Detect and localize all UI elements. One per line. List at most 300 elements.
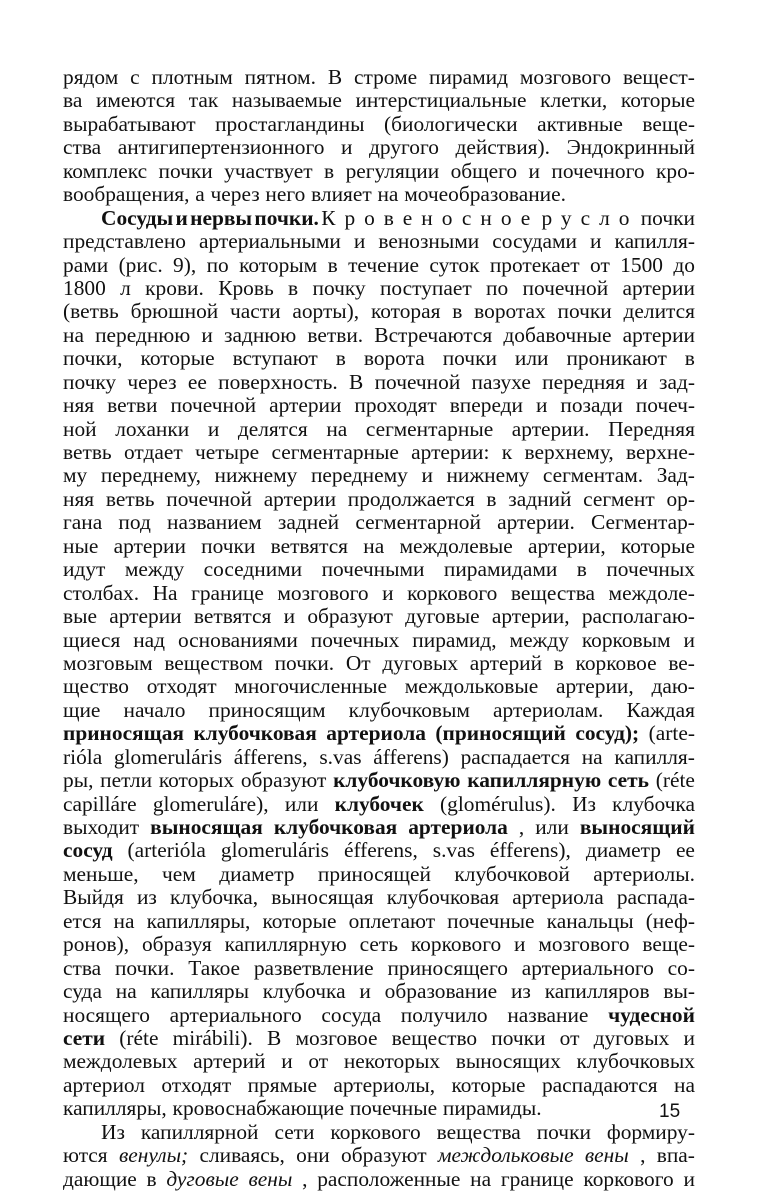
word: mirábili). [172, 1025, 253, 1050]
word: клубочка, [169, 885, 259, 910]
word: некоторых [343, 1049, 441, 1074]
word: , [640, 1143, 646, 1168]
word: на [581, 744, 603, 769]
word: поступает [379, 275, 472, 300]
word: ветвь [105, 486, 155, 511]
word: артерии, [556, 674, 634, 699]
word: располагаю- [581, 604, 695, 629]
word: ной [63, 416, 97, 441]
word: дуговых [382, 650, 459, 675]
word: няя [63, 486, 95, 511]
text-line [63, 582, 695, 605]
word: ры, [63, 768, 94, 793]
word: выносящая [271, 885, 374, 910]
word: в [335, 346, 346, 371]
word: сливаясь, [199, 1143, 285, 1168]
word: 9), [173, 252, 197, 277]
word: glomeruláris [113, 744, 223, 769]
word: из [510, 979, 531, 1004]
word: почечного [551, 158, 645, 183]
word: образуют [341, 1143, 427, 1168]
word: веще- [642, 111, 695, 136]
word: ные [63, 533, 99, 558]
word: áfferens, [233, 744, 308, 769]
text-line [63, 66, 695, 89]
word: s.vas [432, 838, 475, 863]
word: клубочка [262, 979, 346, 1004]
word: над [133, 627, 166, 652]
word: суток [429, 252, 480, 277]
word: вообращения, [63, 182, 190, 207]
word: капилляров [544, 979, 650, 1004]
word: ется [63, 908, 102, 933]
word: щество [63, 674, 129, 699]
text-line [63, 839, 695, 862]
word: вступают [232, 346, 318, 371]
word: меньше, [63, 861, 139, 886]
word: Кровь [218, 275, 274, 300]
word: ее [675, 838, 695, 863]
word: почечные [349, 1096, 438, 1121]
word: с [130, 65, 140, 89]
word: выносящих [455, 1049, 561, 1074]
text-line [63, 722, 695, 745]
text-line [63, 394, 695, 417]
word: и [353, 229, 366, 254]
word: клетки, [540, 88, 608, 113]
word: артериолам. [493, 697, 604, 722]
word: и [359, 979, 371, 1004]
word: и [636, 369, 648, 394]
word: впа- [656, 1143, 695, 1168]
word: почки [491, 1025, 546, 1050]
word: границе [191, 580, 264, 605]
word: общего [450, 158, 518, 183]
word: вые [63, 604, 97, 629]
word: мозгового [277, 580, 369, 605]
word: лоханки [115, 416, 190, 441]
word: сосудами [492, 229, 577, 254]
word: и [514, 932, 526, 957]
word: на [113, 908, 135, 933]
word: которые [262, 908, 337, 933]
word: почеч- [635, 393, 695, 418]
word: или [535, 815, 569, 839]
word: почки. [114, 955, 175, 980]
word: на [326, 416, 348, 441]
word: пазухе [471, 369, 531, 394]
text-line [63, 699, 695, 722]
word: мозгового [538, 932, 630, 957]
text-line [63, 347, 695, 370]
word: границе [500, 1166, 574, 1191]
word: четыре [195, 440, 260, 464]
word: капилляры, [63, 1096, 167, 1121]
word: почки, [63, 346, 123, 371]
word: петли [100, 768, 153, 793]
text-line [63, 136, 695, 159]
word: артерии. [511, 416, 590, 441]
word: вы- [663, 979, 695, 1004]
word: делится [623, 299, 695, 324]
text-line [63, 535, 695, 558]
bold-term: артериола [408, 815, 508, 839]
text-line [63, 629, 695, 652]
word: суда [63, 979, 102, 1004]
word: рами [63, 252, 109, 277]
word: Такое [188, 955, 241, 980]
word: ва [63, 88, 83, 113]
word: и [683, 1025, 695, 1050]
word: ворота [363, 346, 425, 371]
word: названием [167, 510, 262, 535]
word: интерстициальные [355, 88, 527, 113]
word: нижнему [446, 463, 530, 488]
word: мочеобразование. [404, 182, 566, 207]
word: формиру- [606, 1119, 695, 1144]
word: в [576, 557, 587, 582]
word: (биологически [384, 111, 518, 136]
word: В [267, 1025, 282, 1050]
word: со- [667, 955, 695, 980]
word: распада- [616, 885, 695, 910]
word: течение [348, 252, 420, 277]
bold-term: артериола [326, 721, 426, 746]
word: коркового [330, 1119, 421, 1144]
bold-term: почки. [254, 205, 319, 230]
bold-term: сосуд [63, 838, 113, 863]
italic-term: вены [584, 1143, 629, 1168]
text-line [63, 1144, 695, 1167]
word: артериальными [199, 229, 341, 254]
word: и [683, 1166, 695, 1191]
word: переднему [310, 463, 408, 488]
word: (arte- [648, 721, 695, 746]
text-line [63, 957, 695, 980]
word: которым [239, 252, 318, 277]
word: артерии, [527, 533, 606, 558]
word: и [207, 416, 220, 441]
word: му [63, 463, 88, 488]
bold-term: клубочковая [193, 721, 317, 746]
word: артериального [169, 1002, 302, 1027]
word: rióla [63, 744, 103, 769]
text-line [63, 441, 695, 464]
word: капилля- [614, 744, 695, 769]
word: артерии. [497, 510, 575, 535]
word: участвует [224, 158, 313, 183]
bold-term: выносящий [579, 815, 695, 839]
word: glomeruláre), [152, 791, 269, 816]
word: ветви [107, 393, 158, 418]
word: распадается [460, 744, 571, 769]
word: клубочковой [454, 861, 570, 886]
word: Эндокринный [566, 135, 695, 160]
word: и [590, 229, 602, 254]
word: рядом [63, 65, 119, 89]
word: пирамид, [412, 627, 497, 652]
word: на [63, 322, 84, 347]
word: ее [187, 369, 207, 394]
word: почки. [274, 650, 335, 675]
bold-term: приносящая [63, 721, 184, 746]
text-line [63, 652, 695, 675]
text-line [63, 207, 695, 230]
italic-term: междольковые [437, 1143, 574, 1168]
word: мозгового [519, 65, 612, 89]
word: пирамиды. [442, 1096, 542, 1121]
word: артерии [113, 533, 186, 558]
word: почки [442, 346, 497, 371]
word: и [683, 627, 695, 652]
word: которые [620, 88, 695, 113]
word: вещества [510, 580, 596, 605]
word: ор- [666, 486, 695, 511]
word: так [188, 88, 219, 113]
word: Кровеносное [321, 205, 540, 230]
bold-term: и [175, 205, 188, 230]
word: коркового [410, 932, 502, 957]
word: брюшной [130, 299, 219, 324]
bold-term: сети [63, 1025, 106, 1050]
word: (réte [119, 1025, 159, 1050]
word: отдает [124, 440, 183, 464]
word: В [349, 369, 364, 394]
text-line [63, 488, 695, 511]
word: заднюю [224, 322, 297, 347]
word: многочисленные [234, 674, 387, 699]
word: междольковые [404, 674, 539, 699]
word: имеются [95, 88, 176, 113]
word: s.vas [319, 744, 362, 769]
word: проходят [354, 393, 437, 418]
word: вещест- [622, 65, 695, 89]
word: , [302, 1166, 308, 1191]
word: между [509, 627, 569, 652]
word: артерии [109, 604, 182, 629]
word: (arterióla [127, 838, 206, 863]
word: части [230, 299, 281, 324]
word: почечных [606, 557, 695, 582]
word: (réte [655, 768, 695, 793]
word: артерий [193, 1049, 266, 1074]
word: вещество [391, 1025, 478, 1050]
word: регуляции [345, 158, 440, 183]
word: дуговых [593, 1025, 670, 1050]
word: нижнему [214, 463, 298, 488]
word: делятся [237, 416, 308, 441]
word: в [486, 486, 497, 511]
word: 1500 [620, 252, 663, 277]
word: передняя [542, 369, 625, 394]
text-line [63, 910, 695, 933]
word: разветвление [253, 955, 374, 980]
word: капилля- [614, 229, 695, 254]
word: капиллярную [224, 932, 347, 957]
word: артериального [521, 955, 654, 980]
word: образование [384, 979, 498, 1004]
word: capilláre [63, 791, 137, 816]
word: клубочковым [348, 697, 470, 722]
word: носящего [63, 1002, 150, 1027]
word: основаниями [177, 627, 298, 652]
word: которые [451, 1072, 526, 1097]
text-line [63, 1168, 695, 1191]
word: чем [162, 861, 196, 886]
word: или [284, 791, 319, 816]
word: диаметр [585, 838, 661, 863]
word: Зад- [656, 463, 695, 488]
word: которые [620, 533, 695, 558]
word: Из [101, 1119, 125, 1144]
word: дающие [63, 1166, 137, 1191]
word: междолевых [63, 1049, 178, 1074]
word: корковым [581, 627, 671, 652]
word: на [470, 1166, 492, 1191]
word: и [341, 135, 353, 160]
word: почечной [374, 369, 461, 394]
word: выходит [63, 815, 140, 839]
text-line [63, 324, 695, 347]
word: Из [572, 791, 596, 816]
bold-term: клубочковая [273, 815, 398, 839]
word: канальцы [546, 908, 634, 933]
word: артерии [622, 275, 695, 300]
word: влияет [311, 182, 372, 207]
word: в [146, 1166, 157, 1191]
italic-term: венулы; [118, 1143, 189, 1168]
word: которые [140, 346, 215, 371]
text-line [63, 464, 695, 487]
word: почечными [321, 557, 425, 582]
word: почки [158, 158, 213, 183]
word: на [674, 1072, 695, 1097]
word: Встречаются [374, 322, 493, 347]
word: образуют [307, 604, 393, 629]
word: сеть [359, 932, 399, 957]
word: приносящей [317, 861, 431, 886]
word: 1800 [63, 275, 106, 300]
word: няя [63, 393, 95, 418]
word: сегмент [583, 486, 655, 511]
word: áfferens) [373, 744, 449, 769]
text-line [63, 300, 695, 323]
text-line [63, 1027, 695, 1050]
word: пятном. [244, 65, 316, 89]
word: поверхность. [218, 369, 338, 394]
word: ветвятся [270, 533, 349, 558]
word: зад- [659, 369, 695, 394]
word: сегментарной [355, 510, 481, 535]
text-line [63, 933, 695, 956]
word: впереди [449, 393, 523, 418]
word: ства [63, 135, 102, 160]
word: веществом [164, 650, 263, 675]
word: ве- [668, 650, 695, 675]
word: Каждая [626, 697, 695, 722]
bold-term: сосуд); [575, 721, 640, 746]
text-line [63, 675, 695, 698]
word: Сегментар- [591, 510, 695, 535]
word: коркового [583, 1166, 674, 1191]
word: к [501, 440, 513, 464]
word: диаметр [219, 861, 295, 886]
word: переднюю [95, 322, 191, 347]
word: прямые [247, 1072, 317, 1097]
text-line [63, 371, 695, 394]
word: на [115, 979, 137, 1004]
text-line [63, 254, 695, 277]
word: даю- [651, 674, 695, 699]
bold-term: нервы [190, 205, 253, 230]
word: крови. [145, 275, 204, 300]
word: и [528, 158, 540, 183]
page-number: 15 [659, 1101, 681, 1122]
word: задней [277, 510, 340, 535]
word: почки [201, 533, 256, 558]
word: позади [560, 393, 623, 418]
word: почку [312, 275, 366, 300]
text-line [63, 1050, 695, 1073]
bold-term: сеть [607, 768, 649, 793]
word: почки [536, 1119, 591, 1144]
word: Выйдя [63, 885, 124, 910]
text-line [63, 863, 695, 886]
word: междолевые [399, 533, 513, 558]
word: éfferens, [343, 838, 418, 863]
word: клубочковая [386, 885, 500, 910]
word: почечной [170, 393, 257, 418]
text-line [63, 511, 695, 534]
text-line [63, 89, 695, 112]
word: артерии [269, 393, 342, 418]
word: оплетают [348, 908, 436, 933]
word: антигипертензионного [117, 135, 325, 160]
word: междоле- [608, 580, 695, 605]
text-line [63, 886, 695, 909]
word: воротах [474, 299, 546, 324]
word: капиллярной [140, 1119, 259, 1144]
word: ронов), [63, 932, 130, 957]
word: аорты), [292, 299, 360, 324]
word: получило [400, 1002, 488, 1027]
word: другого [369, 135, 439, 160]
word: него [265, 182, 306, 207]
italic-term: вены [248, 1166, 293, 1191]
word: расположенные [317, 1166, 461, 1191]
word: клубочковых [576, 1049, 695, 1074]
word: название [507, 1002, 589, 1027]
word: почечной [522, 275, 609, 300]
word: почки [557, 299, 612, 324]
word: glomeruláris [220, 838, 329, 863]
word: задний [508, 486, 572, 511]
bold-term: чудесной [608, 1002, 695, 1027]
word: ветвь [63, 440, 112, 464]
word: представлено [63, 229, 186, 254]
word: пирамид [429, 65, 508, 89]
body-text [63, 66, 695, 1191]
word: распадаются [541, 1072, 658, 1097]
text-line [63, 816, 695, 839]
text-line [63, 277, 695, 300]
word: отходят [161, 1072, 232, 1097]
word: кровоснабжающие [172, 1096, 344, 1121]
word: почечные [447, 908, 535, 933]
word: до [673, 252, 695, 277]
word: приносящего [387, 955, 508, 980]
bold-term: клубочек [334, 791, 424, 816]
